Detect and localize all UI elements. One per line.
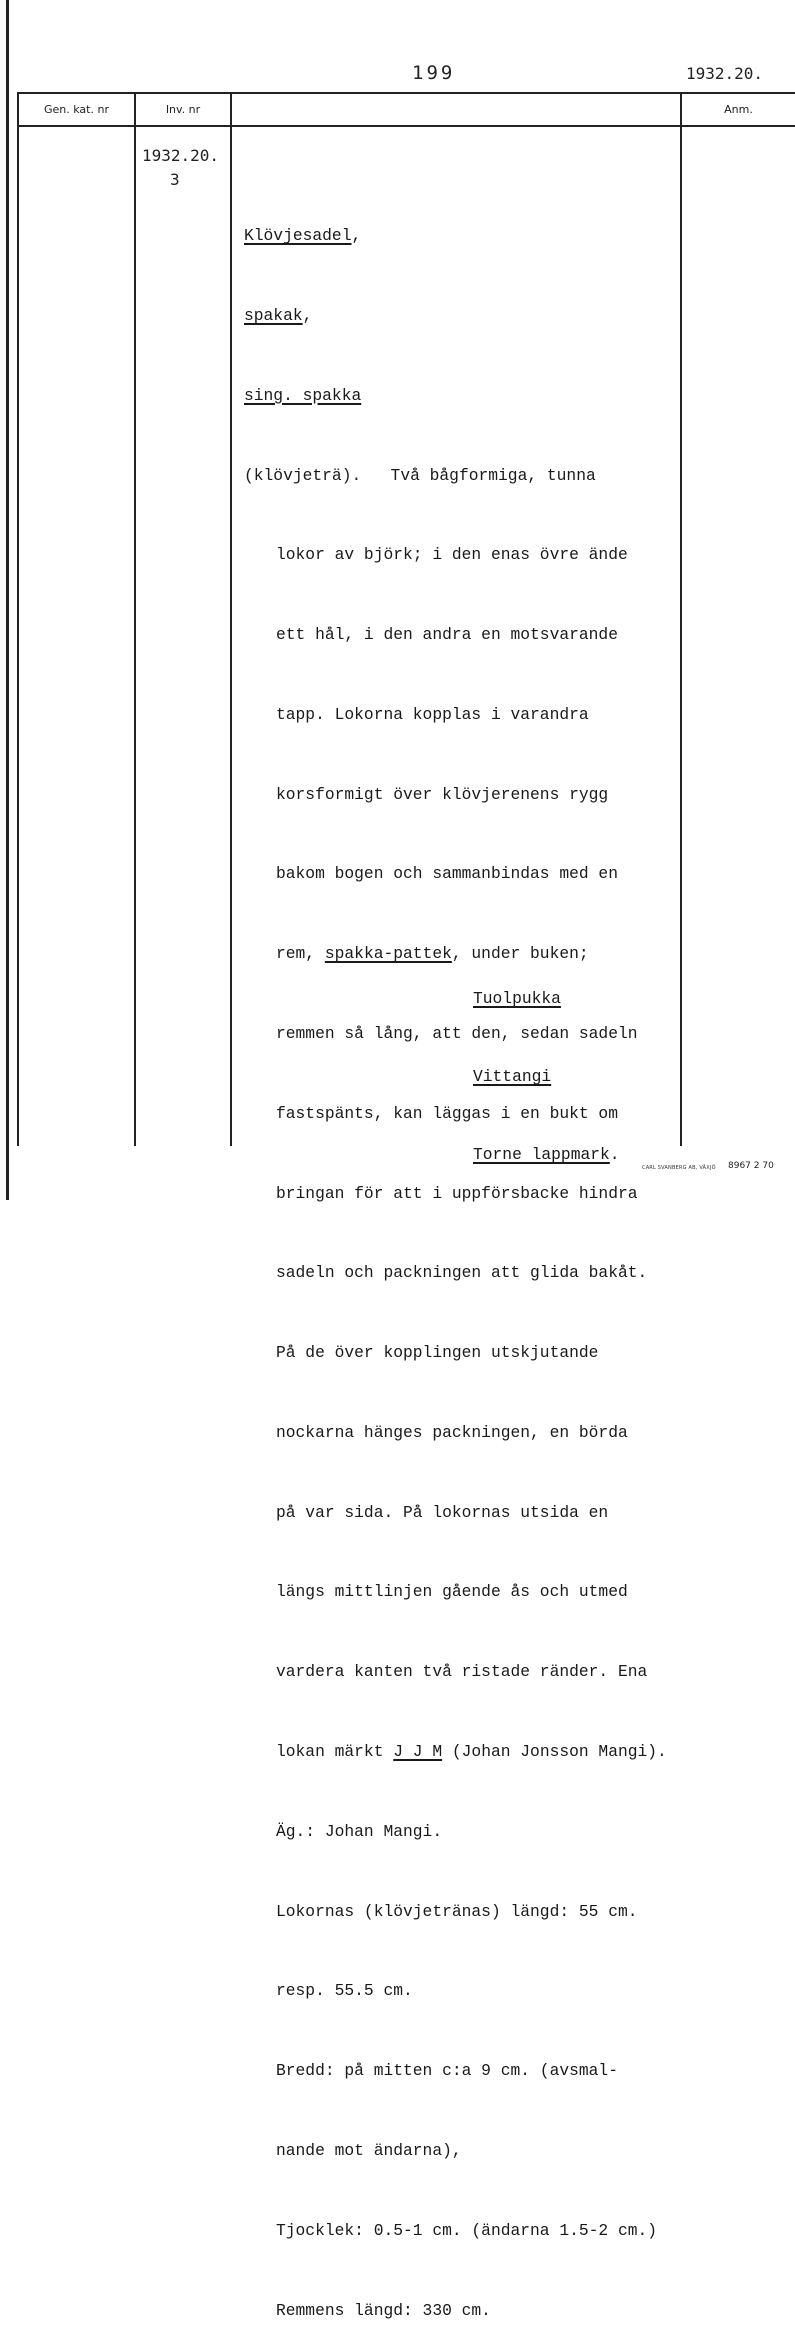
place-parish: Vittangi [473,1067,552,1086]
text-line: bringan för att i uppförsbacke hindra [276,1183,638,1203]
column-divider [230,92,232,1146]
column-header-inv-nr: Inv. nr [165,103,201,116]
column-divider [17,92,19,1146]
measurement-line: Lokornas (klövjetränas) längd: 55 cm. [276,1901,638,1921]
text-line: lokan märkt J J M (Johan Jonsson Mangi). [276,1742,667,1762]
text-line: sadeln och packningen att glida bakåt. [276,1263,648,1283]
text-line: på var sida. På lokornas utsida en [276,1502,609,1522]
column-header-anm: Anm. [724,103,753,116]
text-line: korsformigt över klövjerenens rygg [276,784,609,804]
text-line: På de över kopplingen utskjutande [276,1343,599,1363]
object-name: Klövjesadel [244,226,352,246]
strap-name: spakka-pattek [324,944,452,964]
measurement-line: resp. 55.5 cm. [276,1981,413,2001]
text-line: längs mittlinjen gående ås och utmed [276,1582,628,1602]
inventory-subnumber: 3 [170,170,180,189]
entry-description [244,170,694,2351]
sami-name-singular: sing. spakka [244,385,362,405]
owner-mark: J J M [393,1742,443,1762]
measurement-line: Bredd: på mitten c:a 9 cm. (avsmal- [276,2061,618,2081]
text-line: rem, spakka-pattek, under buken; [276,944,589,964]
text-line: bakom bogen och sammanbindas med en [276,864,618,884]
owner-line: Äg.: Johan Mangi. [276,1821,443,1841]
printer-imprint: CARL SVANBERG AB, VÄXJÖ [642,1165,716,1171]
provenance-place: Tuolpukka Vittangi Torne lappmark. [473,989,620,1164]
entry-title-line [244,383,694,410]
sami-name-plural: spakak [244,305,303,325]
catalog-id-header: 1932.20. [686,64,764,83]
measurement-line: nande mot ändarna), [276,2140,462,2160]
column-divider [134,92,136,1146]
text-line: fastspänts, kan läggas i en bukt om [276,1103,618,1123]
entry-title-line: Klövjesadel, [244,226,362,246]
column-header-gen-kat-nr: Gen. kat. nr [44,103,109,116]
text-line: nockarna hänges packningen, en börda [276,1422,628,1442]
text-line: remmen så lång, att den, sedan sadeln [276,1024,638,1043]
form-code: 8967 2 70 [728,1161,774,1171]
place-region: Torne lappmark [473,1145,610,1164]
text-line: vardera kanten två ristade ränder. Ena [276,1662,648,1682]
measurement-line: Remmens längd: 330 cm. [276,2300,491,2320]
text-line: ett hål, i den andra en motsvarande [276,625,618,645]
inventory-number: 1932.20. [142,146,220,165]
place-village: Tuolpukka [473,989,561,1008]
text-line: (klövjeträ). Två bågformiga, tunna [244,465,596,485]
binding-margin-line [6,0,9,1200]
page-number: 199 [412,62,456,84]
text-line: tapp. Lokorna kopplas i varandra [276,704,589,724]
text-line: lokor av björk; i den enas övre ände [276,545,628,565]
entry-title-line: spakak, [244,305,313,325]
measurement-line: Tjocklek: 0.5-1 cm. (ändarna 1.5-2 cm.) [276,2220,658,2240]
